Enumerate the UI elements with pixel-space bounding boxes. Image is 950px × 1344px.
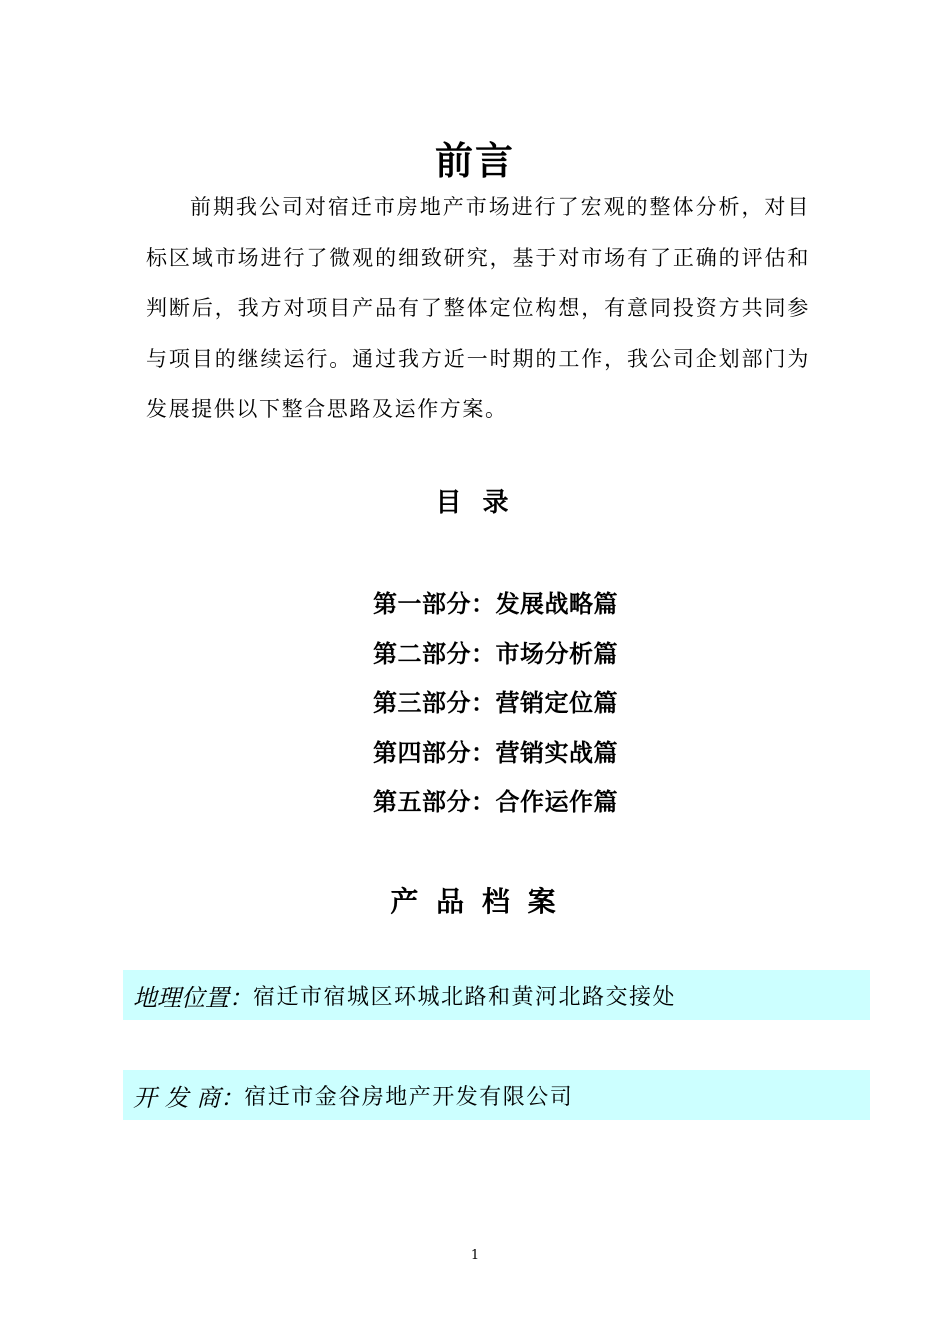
toc-item-1: 第一部分：发展战略篇 (373, 590, 618, 618)
preface-paragraph: 前期我公司对宿迁市房地产市场进行了宏观的整体分析，对目标区域市场进行了微观的细致研究，基于对市场有了正确的评估和判断后，我方对项目产品有了整体定位构想，有意同投资方共同参与项目的继续运行。通过我方近一时期的工作，我公司企划部门为发展提供以下整合思路及运作方案。 (146, 195, 810, 421)
location-value: 宿迁市宿城区环城北路和黄河北路交接处 (253, 984, 677, 1010)
toc-item-3: 第三部分：营销定位篇 (373, 689, 618, 717)
table-of-contents (373, 580, 618, 828)
page-title: 前言 (434, 139, 515, 183)
developer-band (123, 1070, 870, 1120)
location-label: 地理位置： (133, 983, 253, 1012)
developer-label: 开 发 商： (133, 1083, 245, 1112)
toc-item-5: 第五部分：合作运作篇 (373, 788, 618, 816)
toc-item-2: 第二部分：市场分析篇 (373, 639, 618, 668)
toc-item-4: 第四部分：营销实战篇 (373, 738, 618, 767)
location-band (123, 970, 870, 1020)
developer-value: 宿迁市金谷房地产开发有限公司 (244, 1084, 574, 1110)
toc-heading: 目 录 (435, 488, 515, 518)
page-number: 1 (470, 1248, 480, 1263)
product-archive-heading: 产 品 档 案 (390, 885, 560, 918)
preface-section (146, 182, 810, 435)
